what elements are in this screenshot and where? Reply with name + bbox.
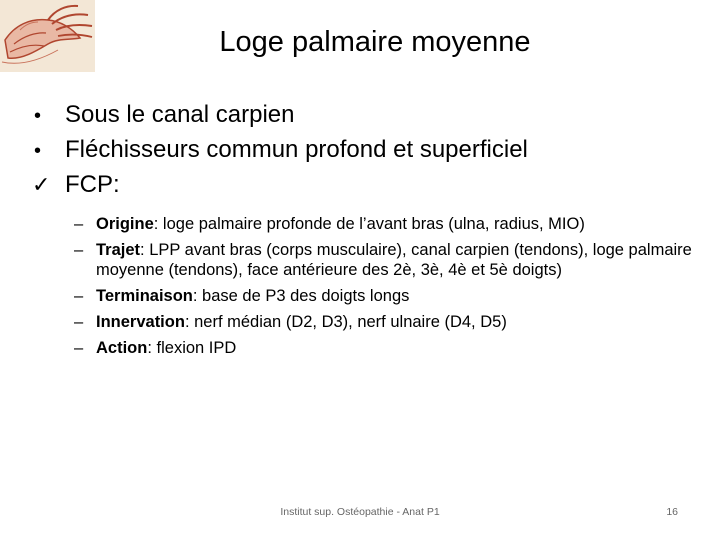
sub-item-description: : base de P3 des doigts longs [192,287,410,305]
sub-item-term: Action [96,339,148,357]
sub-item-terminaison [74,286,694,306]
sub-item-trajet [74,240,694,280]
page-number: 16 [666,506,678,518]
bullet-text: Fléchisseurs commun profond et superficiel [65,136,528,163]
sub-item-origine [74,214,694,234]
hand-illustration-icon [0,0,95,72]
sub-bullet-list [74,214,694,364]
dash-icon: – [74,287,84,305]
sub-item-description: : flexion IPD [147,339,237,357]
bullet-list [32,98,692,202]
bullet-item [32,168,692,202]
sub-item-term: Origine [96,215,154,233]
sub-item-text [96,214,694,234]
bullet-dot-icon: • [34,105,42,127]
sub-item-description: : loge palmaire profonde de l’avant bras (ulna, radius, MIO) [153,215,585,233]
bullet-text: FCP: [65,171,120,198]
sub-item-text [96,286,694,306]
sub-item-text [96,338,694,358]
slide-title: Loge palmaire moyenne [219,26,531,58]
dash-icon: – [74,215,84,233]
sub-item-description: : LPP avant bras (corps musculaire), canal carpien (tendons), loge palmaire moyenne (tendons), face antérieure des 2è, 3è, 4è et 5è doigts) [96,241,692,279]
sub-item-term: Trajet [96,241,141,259]
sub-item-action [74,338,694,358]
dash-icon: – [74,313,84,331]
bullet-dot-icon: • [34,140,42,162]
sub-item-description: : nerf médian (D2, D3), nerf ulnaire (D4, D5) [184,313,507,331]
dash-icon: – [74,339,84,357]
bullet-item [32,98,692,133]
bullet-item [32,133,692,168]
bullet-text: Sous le canal carpien [65,101,295,128]
sub-item-text [96,240,694,280]
sub-item-innervation [74,312,694,332]
sub-item-term: Terminaison [96,287,193,305]
sub-item-text [96,312,694,332]
checkmark-icon: ✓ [32,172,51,197]
sub-item-term: Innervation [96,313,185,331]
slide-footer: Institut sup. Ostéopathie - Anat P1 [280,506,440,518]
dash-icon: – [74,241,84,259]
